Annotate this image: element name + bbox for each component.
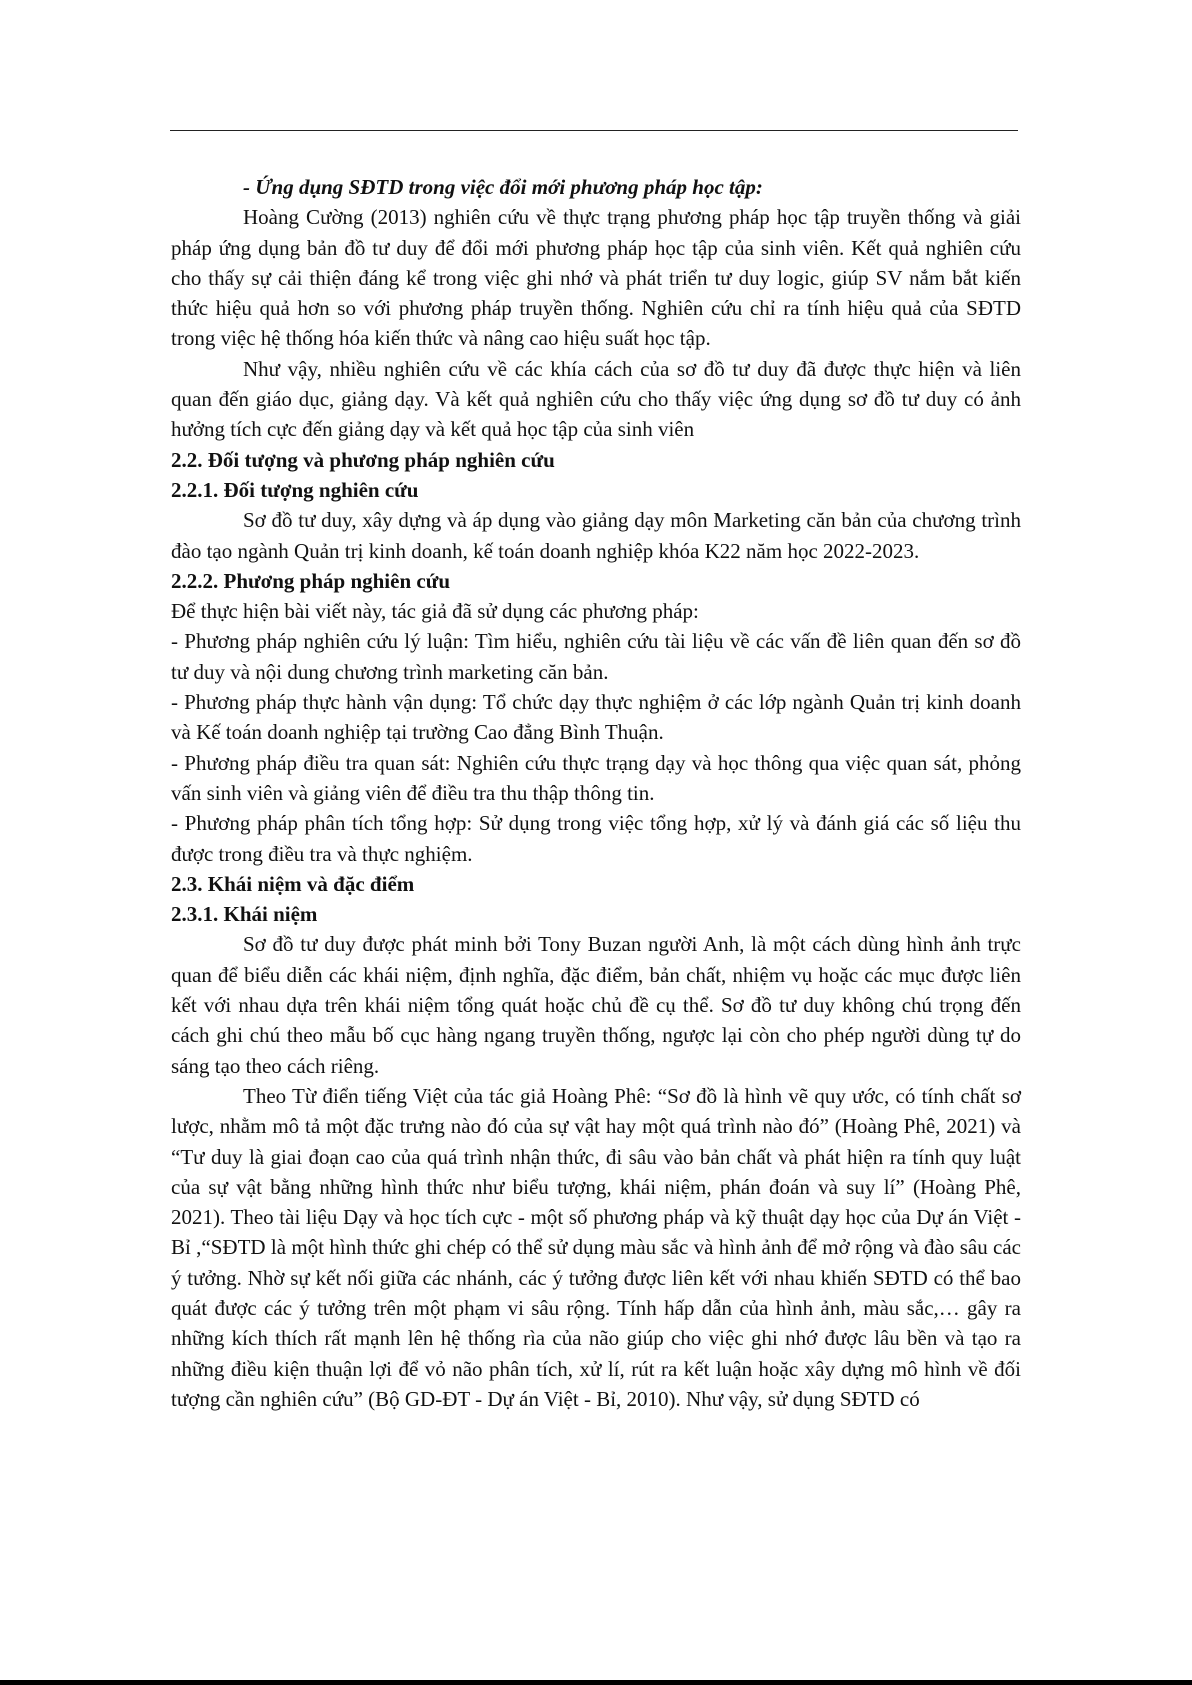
paragraph: Để thực hiện bài viết này, tác giả đã sử dụng các phương pháp: [171,599,699,624]
paragraph: Sơ đồ tư duy, xây dựng và áp dụng vào giảng dạy môn Marketing căn bản của chương trình đào tạo ngành Quản trị kinh doanh, kế toán doanh nghiệp khóa K22 năm học 2022-2023. [171,508,1021,563]
method-item: - Phương pháp thực hành vận dụng: Tổ chức dạy thực nghiệm ở các lớp ngành Quản trị kinh doanh và Kế toán doanh nghiệp tại trường Cao đẳng Bình Thuận. [171,690,1021,745]
subsection-heading: 2.2.1. Đối tượng nghiên cứu [171,477,419,502]
paragraph: Theo Từ điển tiếng Việt của tác giả Hoàng Phê: “Sơ đồ là hình vẽ quy ước, có tính chất sơ lược, nhằm mô tả một đặc trưng nào đó của sự vật hay một quá trình nào đó” (Hoàng Phê, 2021) và “Tư duy là giai đoạn cao của quá trình nhận thức, đi sâu vào bản chất và phát hiện ra tính quy luật của sự vật bằng những hình thức như biểu tượng, khái niệm, phán đoán và suy lí” (Hoàng Phê, 2021). Theo tài liệu Dạy và học tích cực - một số phương pháp và kỹ thuật dạy học của Dự án Việt - Bỉ ,“SĐTD là một hình thức ghi chép có thể sử dụng màu sắc và hình ảnh để mở rộng và đào sâu các ý tưởng. Nhờ sự kết nối giữa các nhánh, các ý tưởng được liên kết với nhau khiến SĐTD có thể bao quát được các ý tưởng trên một phạm vi sâu rộng. Tính hấp dẫn của hình ảnh, màu sắc,… gây ra những kích thích rất mạnh lên hệ thống rìa của não giúp cho việc ghi nhớ được lâu bền và tạo ra những điều kiện thuận lợi để vỏ não phân tích, xử lí, rút ra kết luận hoặc xây dựng mô hình về đối tượng cần nghiên cứu” (Bộ GD-ĐT - Dự án Việt - Bỉ, 2010). Như vậy, sử dụng SĐTD có [171,1083,1021,1411]
bottom-edge-bar [0,1680,1192,1685]
paragraph: Sơ đồ tư duy được phát minh bởi Tony Buzan người Anh, là một cách dùng hình ảnh trực quan để biểu diễn các khái niệm, định nghĩa, đặc điểm, bản chất, nhiệm vụ hoặc các mục được liên kết với nhau dựa trên khái niệm tổng quát hoặc chủ đề cụ thể. Sơ đồ tư duy không chú trọng đến cách ghi chú theo mẫu bố cục hàng ngang truyền thống, ngược lại còn cho phép người dùng tự do sáng tạo theo cách riêng. [171,932,1021,1078]
method-item: - Phương pháp điều tra quan sát: Nghiên cứu thực trạng dạy và học thông qua việc quan sát, phỏng vấn sinh viên và giảng viên để điều tra thu thập thông tin. [171,750,1021,805]
section-subtitle: - Ứng dụng SĐTD trong việc đổi mới phương pháp học tập: [243,175,763,199]
section-heading: 2.3. Khái niệm và đặc điểm [171,871,415,896]
subsection-heading: 2.3.1. Khái niệm [171,902,318,927]
method-item: - Phương pháp nghiên cứu lý luận: Tìm hiểu, nghiên cứu tài liệu về các vấn đề liên quan đến sơ đồ tư duy và nội dung chương trình marketing căn bản. [171,629,1021,684]
section-heading: 2.2. Đối tượng và phương pháp nghiên cứu [171,447,555,472]
method-item: - Phương pháp phân tích tổng hợp: Sử dụng trong việc tổng hợp, xử lý và đánh giá các số liệu thu được trong điều tra và thực nghiệm. [171,811,1021,866]
header-rule [170,130,1018,131]
paragraph: Như vậy, nhiều nghiên cứu về các khía cách của sơ đồ tư duy đã được thực hiện và liên quan đến giáo dục, giảng dạy. Và kết quả nghiên cứu cho thấy việc ứng dụng sơ đồ tư duy có ảnh hưởng tích cực đến giảng dạy và kết quả học tập của sinh viên [171,356,1021,442]
paragraph: Hoàng Cường (2013) nghiên cứu về thực trạng phương pháp học tập truyền thống và giải pháp ứng dụng bản đồ tư duy để đổi mới phương pháp học tập của sinh viên. Kết quả nghiên cứu cho thấy sự cải thiện đáng kể trong việc ghi nhớ và phát triển tư duy logic, giúp SV nắm bắt kiến thức hiệu quả hơn so với phương pháp truyền thống. Nghiên cứu chỉ ra tính hiệu quả của SĐTD trong việc hệ thống hóa kiến thức và nâng cao hiệu suất học tập. [171,205,1021,351]
page-body [171,172,1021,1414]
subsection-heading: 2.2.2. Phương pháp nghiên cứu [171,568,450,593]
